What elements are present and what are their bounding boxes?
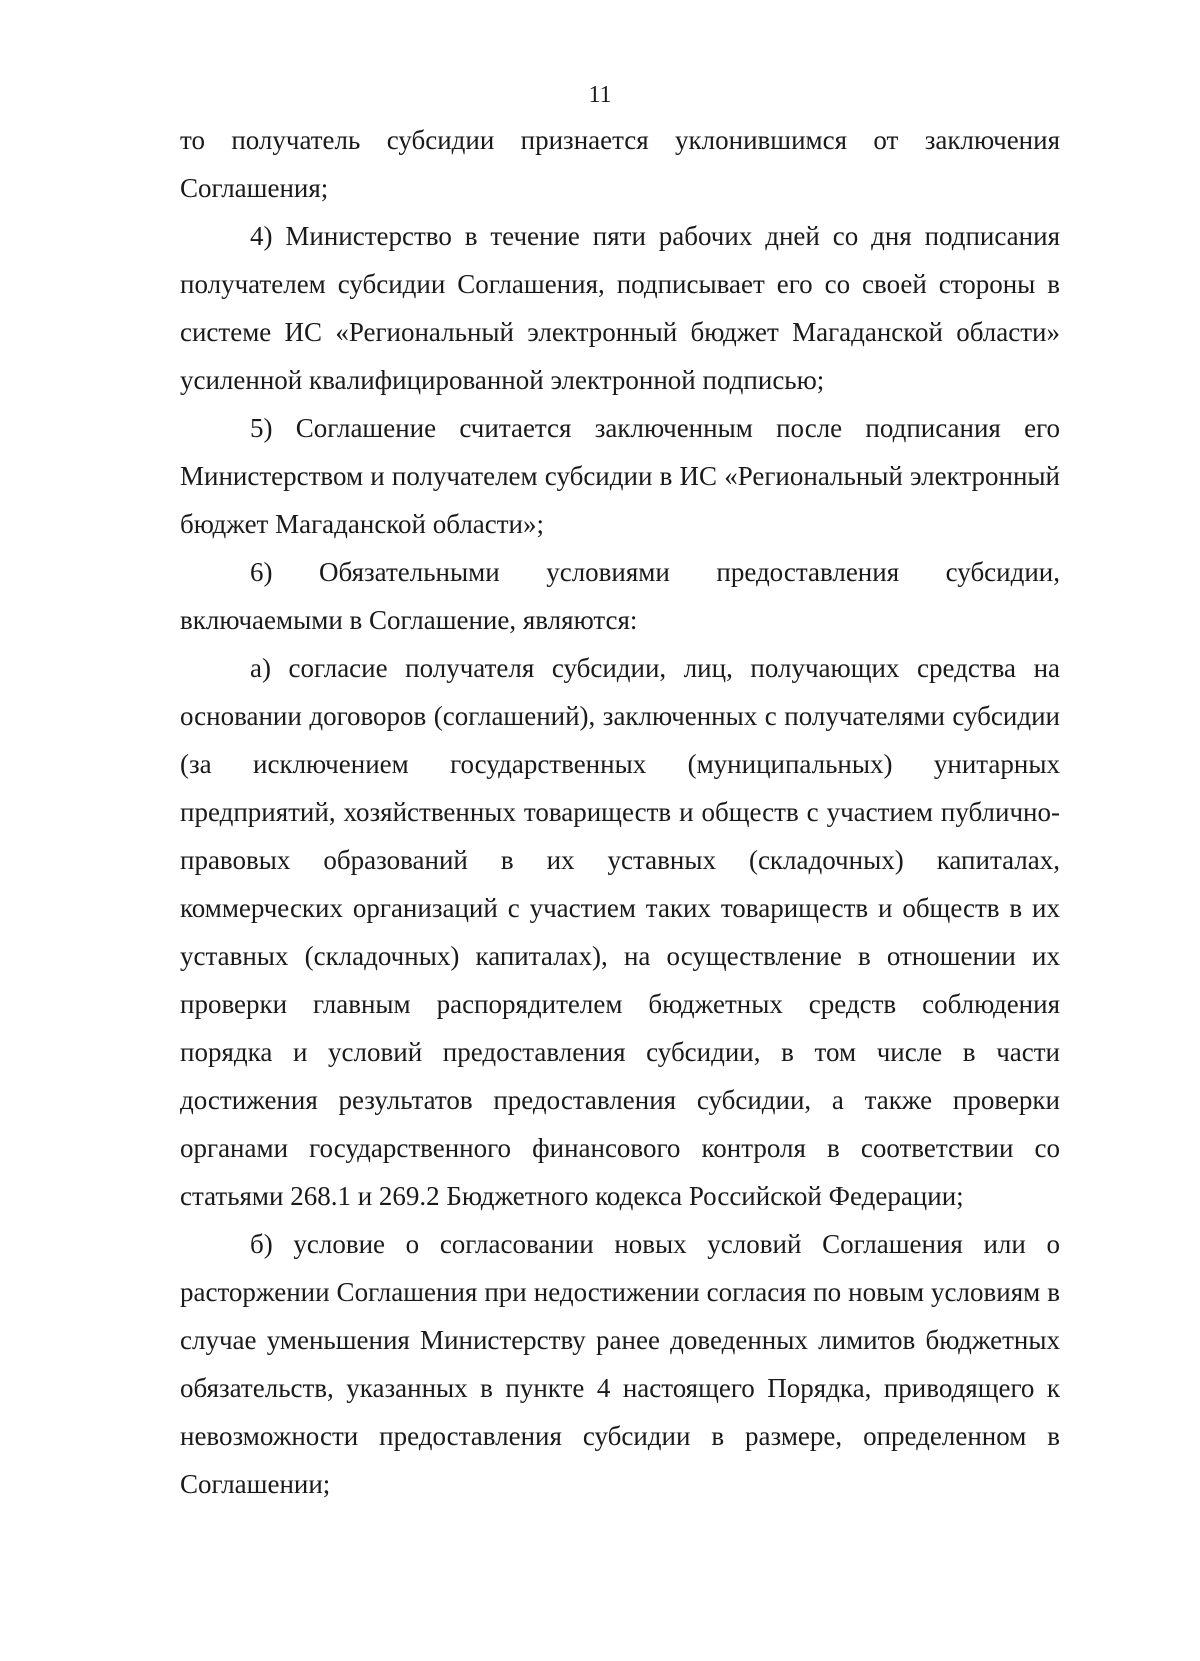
paragraph-continuation: то получатель субсидии признается уклонившимся от заключения Соглашения; [180, 125, 1060, 203]
paragraph-subitem-b: б) условие о согласовании новых условий Соглашения или о расторжении Соглашения при недостижении согласия по новым условиям в случае уменьшения Министерству ранее доведенных лимитов бюджетных обязательств, указанных в пункте 4 настоящего Порядка, приводящего к невозможности предоставления субсидии в размере, определенном в Соглашении; [180, 1229, 1060, 1499]
paragraph-item-6: 6) Обязательными условиями предоставления субсидии, включаемыми в Соглашение, являются: [180, 557, 1060, 635]
paragraph-item-4: 4) Министерство в течение пяти рабочих дней со дня подписания получателем субсидии Соглашения, подписывает его со своей стороны в системе ИС «Региональный электронный бюджет Магаданской области» усиленной квалифицированной электронной подписью; [180, 221, 1060, 395]
paragraph-subitem-a: а) согласие получателя субсидии, лиц, получающих средства на основании договоров (соглашений), заключенных с получателями субсидии (за исключением государственных (муниципальных) унитарных предприятий, хозяйственных товариществ и обществ с участием публично-правовых образований в их уставных (складочных) капиталах, коммерческих организаций с участием таких товариществ и обществ в их уставных (складочных) капиталах), на осуществление в отношении их проверки главным распорядителем бюджетных средств соблюдения порядка и условий предоставления субсидии, в том числе в части достижения результатов предоставления субсидии, а также проверки органами государственного финансового контроля в соответствии со статьями 268.1 и 269.2 Бюджетного кодекса Российской Федерации; [180, 653, 1060, 1211]
page-number: 11 [588, 82, 612, 108]
paragraph-item-5: 5) Соглашение считается заключенным после подписания его Министерством и получателем субсидии в ИС «Региональный электронный бюджет Магаданской области»; [180, 413, 1060, 539]
document-body [180, 116, 1060, 1508]
